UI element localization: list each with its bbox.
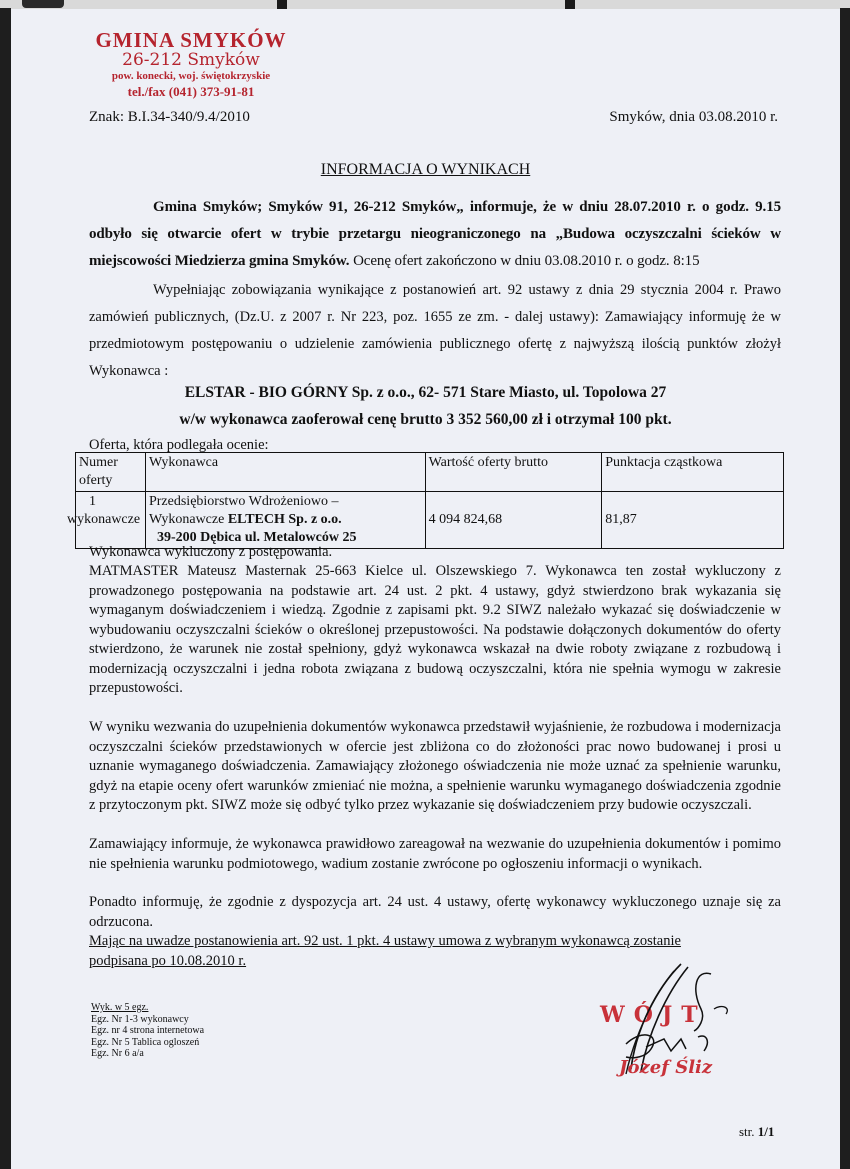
document-title: INFORMACJA O WYNIKACH [320,161,531,178]
excluded-heading: Wykonawca wykluczony z postępowania. [89,544,333,560]
contractor-address: 39-200 Dębica ul. Metalowców 25 [156,530,357,545]
offers-table [67,452,784,549]
opening-bold: Gmina Smyków; Smyków 91, 26-212 Smyków„ informuje, że w dniu 28.07.2010 r. o godz. 9.15 odbyło się otwarcie ofert w trybie przetargu nieograniczonego na „Budowa oczyszczalni ścieków w miejscowości Miedzierza gmina Smyków. [89,199,781,269]
excluded-text: MATMASTER Mateusz Masternak 25-663 Kielce ul. Olszewskiego 7. Wykonawca ten został wykluczony z prowadzonego postępowania na podstawie art. 24 ust. 2 pkt. 4 ustawy, gdyż stwierdzono brak wykazania się wymaganym doświadczeniem i wiedzą. Zgodnie z zapisami pkt. 9.2 SIWZ należało wykazać się doświadczenie w wybudowaniu oczyszczalni ścieków o określonej przepustowości. Na podstawie dołączonych dokumentów do oferty stwierdzono, że warunek nie został spełniony, gdyż wykonawca wskazał na dwie roboty związane z rozbudową i modernizacją oczyszczalni i jedna robota związana z budową oczyszczalni, która nie spełnia wymogu w zakresie przepustowości. [89,563,781,696]
letterhead-phone: tel./fax (041) 373-91-81 [127,84,255,99]
paragraph-legal-basis: Wypełniając zobowiązania wynikające z postanowień art. 92 ustawy z dnia 29 stycznia 2004 r. Prawo zamówień publicznych, (Dz.U. z 2007 r. Nr 223, poz. 1655 ze zm. - dalej ustawy): Zamawiający informuję że w przedmiotowym postępowaniu o udzielenie zamówienia publicznego ofertę z najwyższą ilością punktów złożył Wykonawca : [89,282,781,379]
paragraph-opening [89,194,781,275]
contractor-name: ELTECH Sp. z o.o. [227,512,342,527]
deposit-text: Zamawiający informuje, że wykonawca prawidłowo zareagował na wezwanie do uzupełnienia dokumentów i pomimo nie spełnienia warunku podmiotowego, wadium zostanie zwrócone po ogłoszeniu informacji o wynikach. [89,836,781,872]
copies-item: Egz. Nr 1-3 wykonawcy [91,1013,189,1025]
scan-artifact [22,0,64,8]
copies-item: Egz. Nr 5 Tablica ogloszeń [91,1036,200,1048]
offer-score: 81,87 [602,492,784,549]
contractor-line1: Przedsiębiorstwo Wdrożeniowo – [148,494,339,509]
page-number [739,1124,774,1140]
letterhead-region: pow. konecki, woj. świętokrzyskie [111,70,271,82]
page-number-value: 1/1 [757,1124,775,1139]
table-header-row [76,453,784,492]
copies-heading: Wyk. w 5 egz. [91,1002,149,1013]
signature-title: WÓJT [600,1002,707,1028]
signature-block [586,959,806,1089]
contractor-line2 [149,511,422,529]
table-row [76,492,784,549]
scanner-left-edge [0,8,11,1169]
header-cell: Numer oferty [76,453,146,492]
winner-price: w/w wykonawca zaoferował cenę brutto 3 352 560,00 zł i otrzymał 100 pkt. [179,411,672,428]
contractor-cell [145,492,425,549]
letterhead-name: GMINA SMYKÓW [95,28,287,52]
offer-number: 1 [89,494,96,509]
table-label: Oferta, która podlegała ocenie: [89,437,269,453]
explanation-text: W wyniku wezwania do uzupełnienia dokumentów wykonawca przedstawił wyjaśnienie, że rozbudowa i modernizacja oczyszczalni ścieków przedstawionych w ofercie jest zbliżona co do złożoności prac nowo budowanej i prosi u uznanie wymaganego doświadczenia. Zamawiający złożonego oświadczenia nie może uznać za spełnienie warunku, gdyż na etapie oceny ofert warunków zmieniać nie można, a spełnienie warunku wymaganego doświadczenia zgodnie z przytoczonym pkt. SIWZ może się odbyć tylko przez wykazanie się doświadczeniem przy budowie oczyszczali. [89,719,781,813]
rejection-text: Ponadto informuję, że zgodnie z dyspozycja art. 24 ust. 4 ustawy, ofertę wykonawcy wykluczonego uznaje się za odrzucona. [89,894,781,930]
page-number-prefix: str. [739,1124,758,1139]
contractor-type: Wykonawcze [148,512,228,527]
copies-item: Egz. nr 4 strona internetowa [91,1025,205,1036]
header-cell: Wartość oferty brutto [425,453,602,492]
place-date: Smyków, dnia 03.08.2010 r. [609,109,778,125]
header-cell: Wykonawca [145,453,425,492]
header-cell: Punktacja cząstkowa [602,453,784,492]
offer-number-overflow: wykonawcze [67,512,141,527]
copies-item: Egz. Nr 6 a/a [91,1048,144,1059]
contract-text: Mając na uwadze postanowienia art. 92 ust. 1 pkt. 4 ustawy umowa z wybranym wykonawcą zostanie podpisana po 10.08.2010 r. [89,933,681,969]
winner-name: ELSTAR - BIO GÓRNY Sp. z o.o., 62- 571 Stare Miasto, ul. Topolowa 27 [184,384,667,401]
offer-value: 4 094 824,68 [425,492,602,549]
scanner-right-edge [840,8,850,1169]
reference-number: Znak: B.I.34-340/9.4/2010 [89,109,250,125]
copies-list [91,1002,204,1060]
opening-normal: Ocenę ofert zakończono w dniu 03.08.2010 r. o godz. 8:15 [349,253,700,269]
letterhead-address: 26-212 Smyków [122,50,260,70]
signatory-name: Józef Śliz [619,1057,713,1078]
offer-number-cell [67,492,146,549]
document-page [11,9,840,1169]
